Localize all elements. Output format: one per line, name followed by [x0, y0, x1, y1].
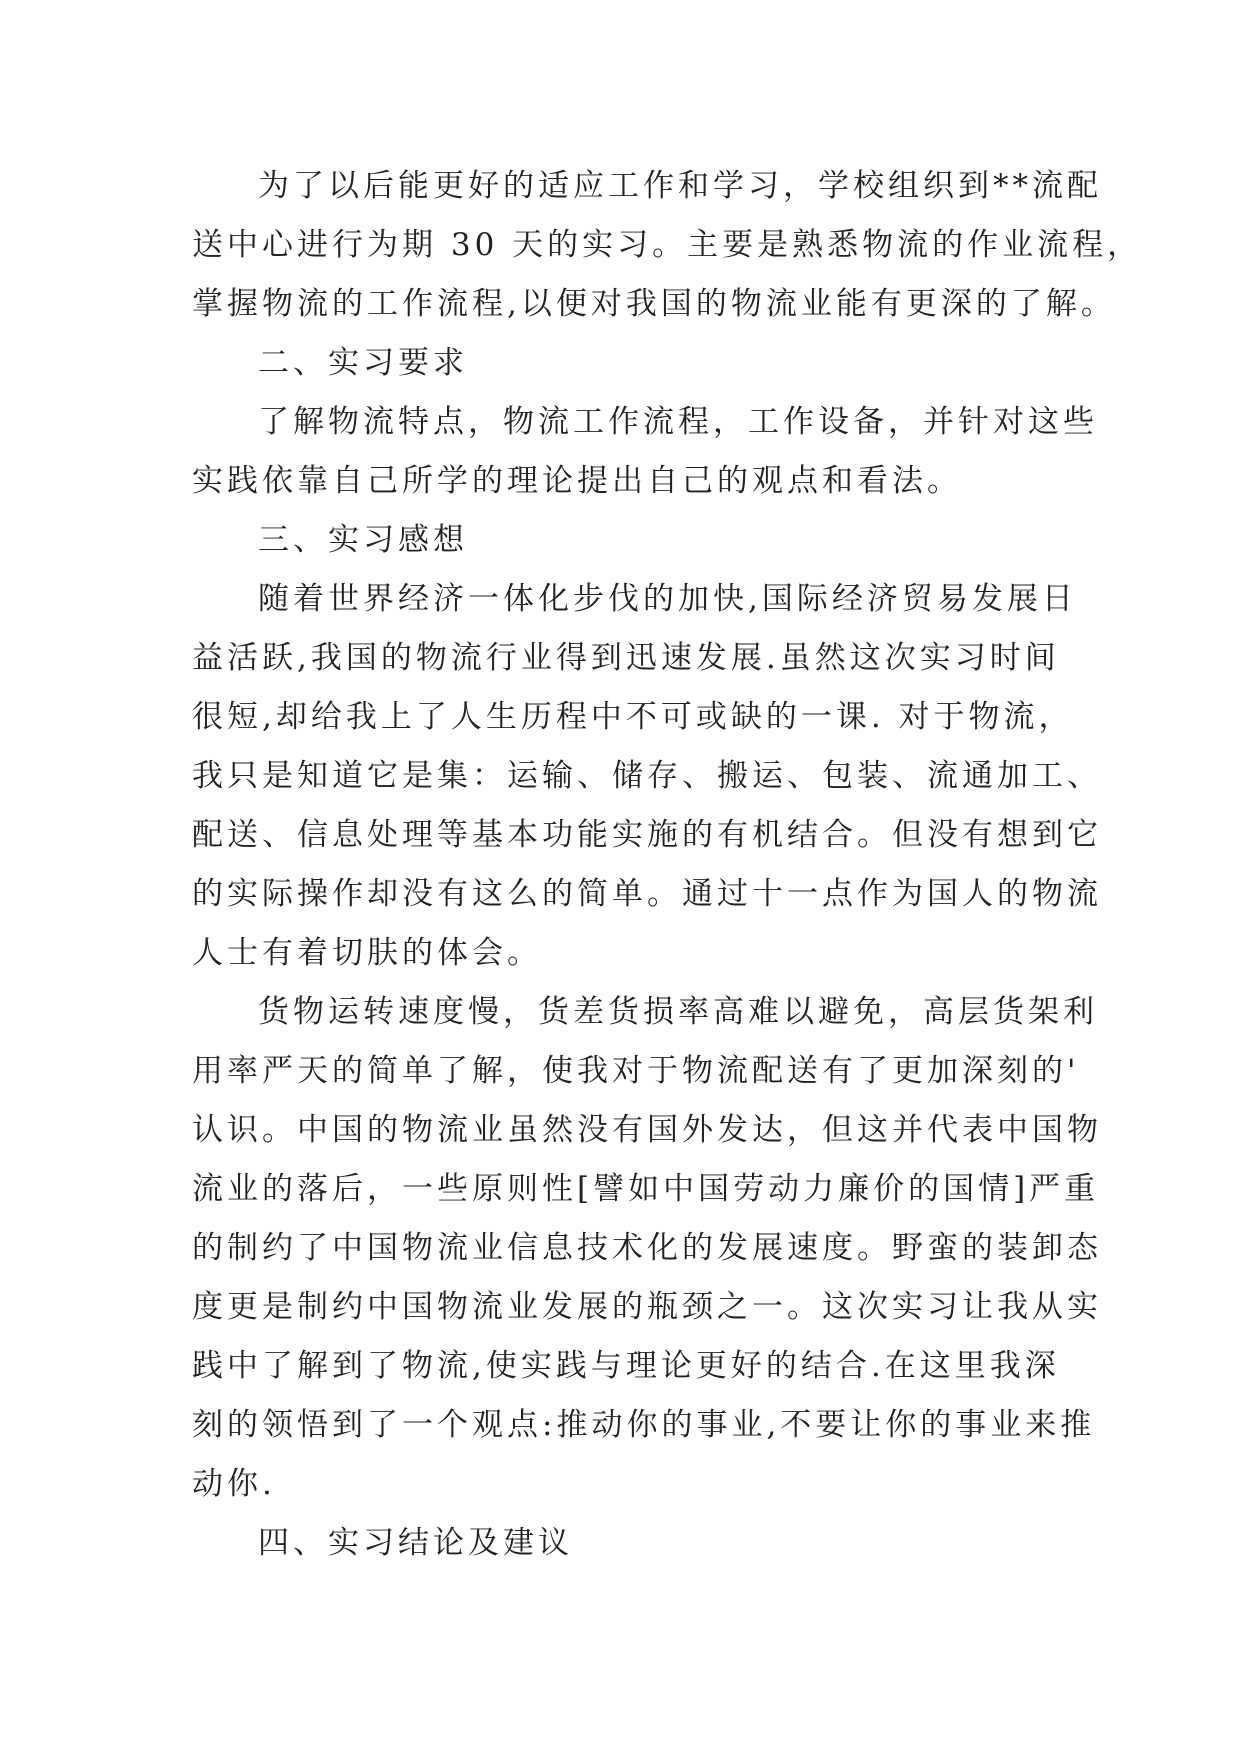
paragraph-line: 度更是制约中国物流业发展的瓶颈之一。这次实习让我从实 — [192, 1289, 1102, 1325]
paragraph-line: 货物运转速度慢，货差货损率高难以避免，高层货架利 — [258, 994, 1098, 1030]
section-heading: 二、实习要求 — [258, 345, 468, 381]
paragraph-line: 为了以后能更好的适应工作和学习，学校组织到**流配 — [258, 168, 1102, 204]
section-heading: 三、实习感想 — [258, 522, 468, 558]
paragraph-line: 益活跃,我国的物流行业得到迅速发展.虽然这次实习时间 — [192, 640, 1060, 676]
section-heading: 四、实习结论及建议 — [258, 1525, 573, 1561]
paragraph-line: 配送、信息处理等基本功能实施的有机结合。但没有想到它 — [192, 817, 1102, 853]
paragraph-line: 刻的领悟到了一个观点:推动你的事业,不要让你的事业来推 — [192, 1407, 1096, 1443]
paragraph-line: 流业的落后，一些原则性[譬如中国劳动力廉价的国情]严重 — [192, 1171, 1100, 1207]
paragraph-line: 很短,却给我上了人生历程中不可或缺的一课. 对于物流， — [192, 699, 1074, 735]
paragraph-line: 动你. — [192, 1466, 276, 1502]
paragraph-line: 的实际操作却没有这么的简单。通过十一点作为国人的物流 — [192, 876, 1102, 912]
paragraph-line: 随着世界经济一体化步伐的加快,国际经济贸易发展日 — [258, 581, 1077, 617]
paragraph-line: 了解物流特点，物流工作流程，工作设备，并针对这些 — [258, 404, 1098, 440]
paragraph-line: 用率严天的简单了解，使我对于物流配送有了更加深刻的' — [192, 1053, 1080, 1089]
body-text — [192, 157, 1143, 1573]
paragraph-line: 认识。中国的物流业虽然没有国外发达，但这并代表中国物 — [192, 1112, 1102, 1148]
paragraph-line: 我只是知道它是集：运输、储存、搬运、包装、流通加工、 — [192, 758, 1102, 794]
paragraph-line: 人士有着切肤的体会。 — [192, 935, 542, 971]
paragraph-line: 送中心进行为期 30 天的实习。主要是熟悉物流的作业流程， — [192, 227, 1143, 263]
paragraph-line: 掌握物流的工作流程,以便对我国的物流业能有更深的了解。 — [192, 286, 1116, 322]
paragraph-line: 实践依靠自己所学的理论提出自己的观点和看法。 — [192, 463, 962, 499]
paragraph-line: 的制约了中国物流业信息技术化的发展速度。野蛮的装卸态 — [192, 1230, 1102, 1266]
paragraph-line: 践中了解到了物流,使实践与理论更好的结合.在这里我深 — [192, 1348, 1060, 1384]
